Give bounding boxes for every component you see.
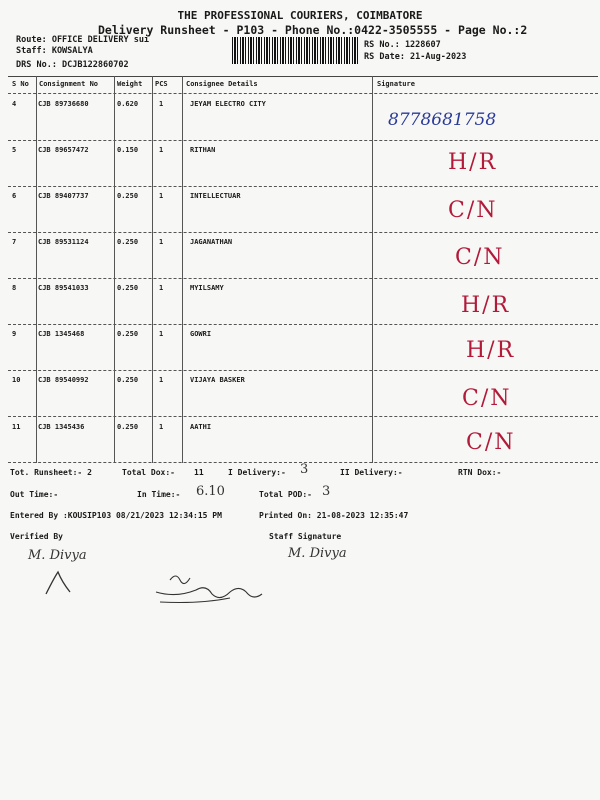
table-top-border bbox=[8, 76, 598, 77]
row-consignment: CJB 89407737 bbox=[38, 192, 89, 200]
row-signature: C/N bbox=[466, 430, 516, 455]
row-signature: H/R bbox=[461, 293, 511, 318]
row-weight: 0.250 bbox=[117, 238, 139, 246]
in-time-value: 6.10 bbox=[196, 484, 225, 499]
row-pcs: 1 bbox=[159, 238, 164, 246]
row-consignment: CJB 89657472 bbox=[38, 146, 89, 154]
row-signature: H/R bbox=[466, 338, 516, 363]
rs-number: RS No.: 1228607 bbox=[364, 40, 441, 50]
row-consignment: CJB 89540992 bbox=[38, 376, 89, 384]
row-sno: 11 bbox=[12, 423, 21, 431]
col-header-sno: S No bbox=[12, 80, 29, 88]
row-consignee: RITHAN bbox=[190, 146, 216, 154]
row-divider bbox=[8, 324, 598, 325]
row-sno: 7 bbox=[12, 238, 17, 246]
row-signature: 8778681758 bbox=[388, 110, 497, 130]
row-consignment: CJB 1345436 bbox=[38, 423, 85, 431]
drs-number: DRS No.: DCJB122860702 bbox=[16, 60, 129, 70]
row-consignee: GOWRI bbox=[190, 330, 212, 338]
row-divider bbox=[8, 186, 598, 187]
company-name: THE PROFESSIONAL COURIERS, COIMBATORE bbox=[177, 9, 423, 22]
row-divider bbox=[8, 416, 598, 417]
row-sno: 5 bbox=[12, 146, 17, 154]
row-signature: H/R bbox=[448, 150, 498, 175]
scribble-signature bbox=[40, 568, 80, 598]
total-pod-label: Total POD:- bbox=[259, 490, 312, 499]
route: Route: OFFICE DELIVERY sui bbox=[16, 35, 150, 45]
runsheet-title: Delivery Runsheet - P103 - Phone No.:0422-3505555 - Page No.:2 bbox=[98, 23, 528, 37]
col-divider bbox=[152, 76, 153, 463]
verified-signature: M. Divya bbox=[28, 548, 87, 563]
col-header-consignment: Consignment No bbox=[39, 80, 99, 88]
row-weight: 0.250 bbox=[117, 192, 139, 200]
ii-delivery-label: II Delivery:- bbox=[340, 468, 403, 477]
row-consignment: CJB 89541033 bbox=[38, 284, 89, 292]
row-signature: C/N bbox=[462, 386, 512, 411]
row-weight: 0.250 bbox=[117, 376, 139, 384]
row-sno: 10 bbox=[12, 376, 21, 384]
row-pcs: 1 bbox=[159, 423, 164, 431]
i-delivery-label: I Delivery:- bbox=[228, 468, 286, 477]
barcode bbox=[232, 37, 358, 64]
staff-signature-mark: M. Divya bbox=[288, 546, 347, 561]
col-header-pcs: PCS bbox=[155, 80, 168, 88]
row-sno: 8 bbox=[12, 284, 17, 292]
rs-date: RS Date: 21-Aug-2023 bbox=[364, 52, 467, 62]
col-header-weight: Weight bbox=[117, 80, 143, 88]
col-header-consignee: Consignee Details bbox=[186, 80, 258, 88]
staff-signature-label: Staff Signature bbox=[269, 532, 342, 541]
row-weight: 0.150 bbox=[117, 146, 139, 154]
row-divider bbox=[8, 370, 598, 371]
row-sno: 6 bbox=[12, 192, 17, 200]
header-divider bbox=[8, 93, 598, 94]
row-pcs: 1 bbox=[159, 376, 164, 384]
row-weight: 0.250 bbox=[117, 423, 139, 431]
row-divider bbox=[8, 232, 598, 233]
col-divider bbox=[372, 76, 373, 463]
row-consignment: CJB 89736680 bbox=[38, 100, 89, 108]
printed-on: Printed On: 21-08-2023 12:35:47 bbox=[259, 511, 409, 520]
in-time-label: In Time:- bbox=[137, 490, 181, 499]
row-divider bbox=[8, 278, 598, 279]
total-dox-value: 11 bbox=[194, 468, 204, 477]
row-divider bbox=[8, 140, 598, 141]
col-divider bbox=[36, 76, 37, 463]
row-consignee: AATHI bbox=[190, 423, 212, 431]
row-signature: C/N bbox=[448, 198, 498, 223]
row-weight: 0.250 bbox=[117, 284, 139, 292]
row-consignee: VIJAYA BASKER bbox=[190, 376, 245, 384]
row-weight: 0.620 bbox=[117, 100, 139, 108]
total-pod-value: 3 bbox=[322, 484, 331, 499]
i-delivery-value: 3 bbox=[300, 462, 309, 477]
row-sno: 9 bbox=[12, 330, 17, 338]
row-consignment: CJB 1345468 bbox=[38, 330, 85, 338]
row-pcs: 1 bbox=[159, 146, 164, 154]
total-dox-label: Total Dox:- bbox=[122, 468, 175, 477]
row-signature: C/N bbox=[455, 245, 505, 270]
row-weight: 0.250 bbox=[117, 330, 139, 338]
col-divider bbox=[114, 76, 115, 463]
col-header-signature: Signature bbox=[377, 80, 415, 88]
col-divider bbox=[182, 76, 183, 463]
row-consignee: INTELLECTUAR bbox=[190, 192, 241, 200]
row-consignee: JEYAM ELECTRO CITY bbox=[190, 100, 266, 108]
out-time-label: Out Time:- bbox=[10, 490, 59, 499]
tot-runsheet: Tot. Runsheet:- 2 bbox=[10, 468, 92, 477]
row-sno: 4 bbox=[12, 100, 17, 108]
staff: Staff: KOWSALYA bbox=[16, 46, 93, 56]
verified-by-label: Verified By bbox=[10, 532, 63, 541]
row-pcs: 1 bbox=[159, 284, 164, 292]
row-consignee: MYILSAMY bbox=[190, 284, 224, 292]
row-pcs: 1 bbox=[159, 330, 164, 338]
row-consignee: JAGANATHAN bbox=[190, 238, 233, 246]
row-consignment: CJB 89531124 bbox=[38, 238, 89, 246]
rtn-dox-label: RTN Dox:- bbox=[458, 468, 502, 477]
row-pcs: 1 bbox=[159, 100, 164, 108]
row-pcs: 1 bbox=[159, 192, 164, 200]
entered-by: Entered By :KOUSIP103 08/21/2023 12:34:15 PM bbox=[10, 511, 222, 520]
approver-signature bbox=[150, 570, 280, 610]
